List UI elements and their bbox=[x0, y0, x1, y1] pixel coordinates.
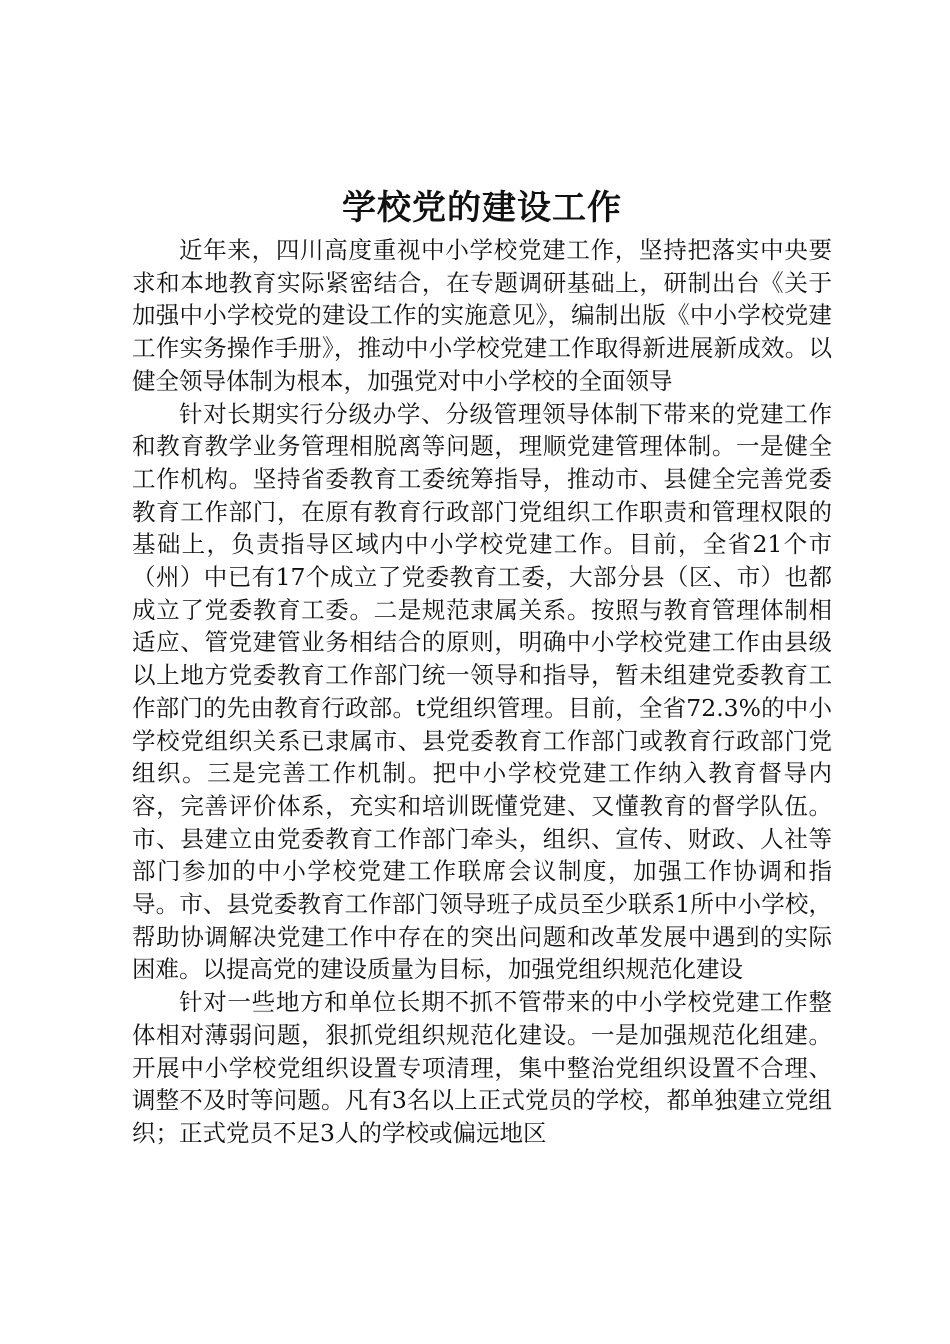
paragraph-3: 针对一些地方和单位长期不抓不管带来的中小学校党建工作整体相对薄弱问题，狠抓党组织规范化建设。一是加强规范化组建。开展中小学校党组织设置专项清理，集中整治党组织设置不合理、调整不及时等问题。凡有3名以上正式党员的学校，都单独建立党组织；正式党员不足3人的学校或偏远地区 bbox=[132, 988, 832, 1147]
document-page bbox=[132, 186, 832, 1150]
paragraph-2: 针对长期实行分级办学、分级管理领导体制下带来的党建工作和教育教学业务管理相脱离等问题，理顺党建管理体制。一是健全工作机构。坚持省委教育工委统筹指导，推动市、县健全完善党委教育工作部门，在原有教育行政部门党组织工作职责和管理权限的基础上，负责指导区域内中小学校党建工作。目前，全省21个市（州）中已有17个成立了党委教育工委，大部分县（区、市）也都成立了党委教育工委。二是规范隶属关系。按照与教育管理体制相适应、管党建管业务相结合的原则，明确中小学校党建工作由县级以上地方党委教育工作部门统一领导和指导，暂未组建党委教育工作部门的先由教育行政部。t党组织管理。目前，全省72.3%的中小学校党组织关系已隶属市、县党委教育工作部门或教育行政部门党组织。三是完善工作机制。把中小学校党建工作纳入教育督导内容，完善评价体系，充实和培训既懂党建、又懂教育的督学队伍。市、县建立由党委教育工作部门牵头，组织、宣传、财政、人社等部门参加的中小学校党建工作联席会议制度，加强工作协调和指导。市、县党委教育工作部门领导班子成员至少联系1所中小学校，帮助协调解决党建工作中存在的突出问题和改革发展中遇到的实际困难。以提高党的建设质量为目标，加强党组织规范化建设 bbox=[132, 399, 832, 984]
document-title: 学校党的建设工作 bbox=[342, 188, 622, 228]
paragraph-1: 近年来，四川高度重视中小学校党建工作，坚持把落实中央要求和本地教育实际紧密结合，在专题调研基础上，研制出台《关于加强中小学校党的建设工作的实施意见》，编制出版《中小学校党建工作实务操作手册》，推动中小学校党建工作取得新进展新成效。以健全领导体制为根本，加强党对中小学校的全面领导 bbox=[132, 236, 832, 395]
